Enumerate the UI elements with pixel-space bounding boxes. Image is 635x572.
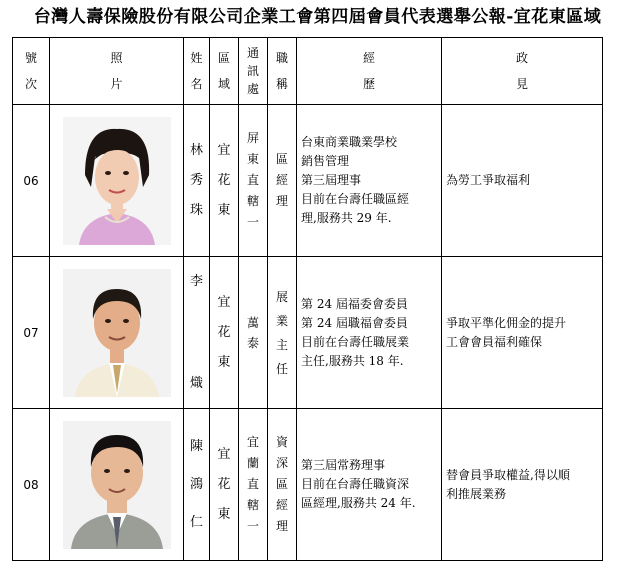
header-experience: 經 歷 bbox=[297, 38, 442, 105]
candidate-name: 林 秀 珠 bbox=[184, 105, 210, 257]
header-position: 職 稱 bbox=[268, 38, 297, 105]
candidate-name: 李 熾 bbox=[184, 257, 210, 409]
candidate-experience: 第 24 屆福委會委員 第 24 屆職福會委員 目前在台壽任職展業 主任,服務共 18 年. bbox=[297, 257, 442, 409]
table-row bbox=[13, 105, 603, 257]
table-row bbox=[13, 257, 603, 409]
candidate-address: 屏 東 直 轄 一 bbox=[239, 105, 268, 257]
header-policy: 政 見 bbox=[442, 38, 603, 105]
candidate-position: 展 業 主 任 bbox=[268, 257, 297, 409]
candidate-photo bbox=[50, 409, 184, 561]
candidate-address: 宜 蘭 直 轄 一 bbox=[239, 409, 268, 561]
candidate-address: 萬 泰 bbox=[239, 257, 268, 409]
header-name: 姓 名 bbox=[184, 38, 210, 105]
candidate-policy: 替會員爭取權益,得以順 利推展業務 bbox=[442, 409, 603, 561]
header-address: 通 訊 處 bbox=[239, 38, 268, 105]
candidate-area: 宜 花 東 bbox=[210, 409, 239, 561]
candidate-area: 宜 花 東 bbox=[210, 257, 239, 409]
candidate-number: 07 bbox=[13, 257, 50, 409]
portrait-photo-icon bbox=[63, 117, 171, 245]
candidate-experience: 台東商業職業學校 銷售管理 第三屆理事 目前在台壽任職區經 理,服務共 29 年. bbox=[297, 105, 442, 257]
candidate-number: 08 bbox=[13, 409, 50, 561]
candidate-number: 06 bbox=[13, 105, 50, 257]
header-no: 號 次 bbox=[13, 38, 50, 105]
candidate-policy: 爭取平準化佣金的提升 工會會員福利確保 bbox=[442, 257, 603, 409]
candidate-position: 資 深 區 經 理 bbox=[268, 409, 297, 561]
page-title: 台灣人壽保險股份有限公司企業工會第四屆會員代表選舉公報-宜花東區域 bbox=[33, 7, 602, 27]
portrait-photo-icon bbox=[63, 421, 171, 549]
candidate-experience: 第三屆常務理事 目前在台壽任職資深 區經理,服務共 24 年. bbox=[297, 409, 442, 561]
candidate-name: 陳 鴻 仁 bbox=[184, 409, 210, 561]
candidate-table bbox=[12, 37, 603, 561]
candidate-area: 宜 花 東 bbox=[210, 105, 239, 257]
header-area: 區 域 bbox=[210, 38, 239, 105]
candidate-policy: 為勞工爭取福利 bbox=[442, 105, 603, 257]
header-row bbox=[13, 38, 603, 105]
portrait-photo-icon bbox=[63, 269, 171, 397]
candidate-photo bbox=[50, 257, 184, 409]
candidate-position: 區 經 理 bbox=[268, 105, 297, 257]
candidate-photo bbox=[50, 105, 184, 257]
table-row bbox=[13, 409, 603, 561]
header-photo: 照 片 bbox=[50, 38, 184, 105]
